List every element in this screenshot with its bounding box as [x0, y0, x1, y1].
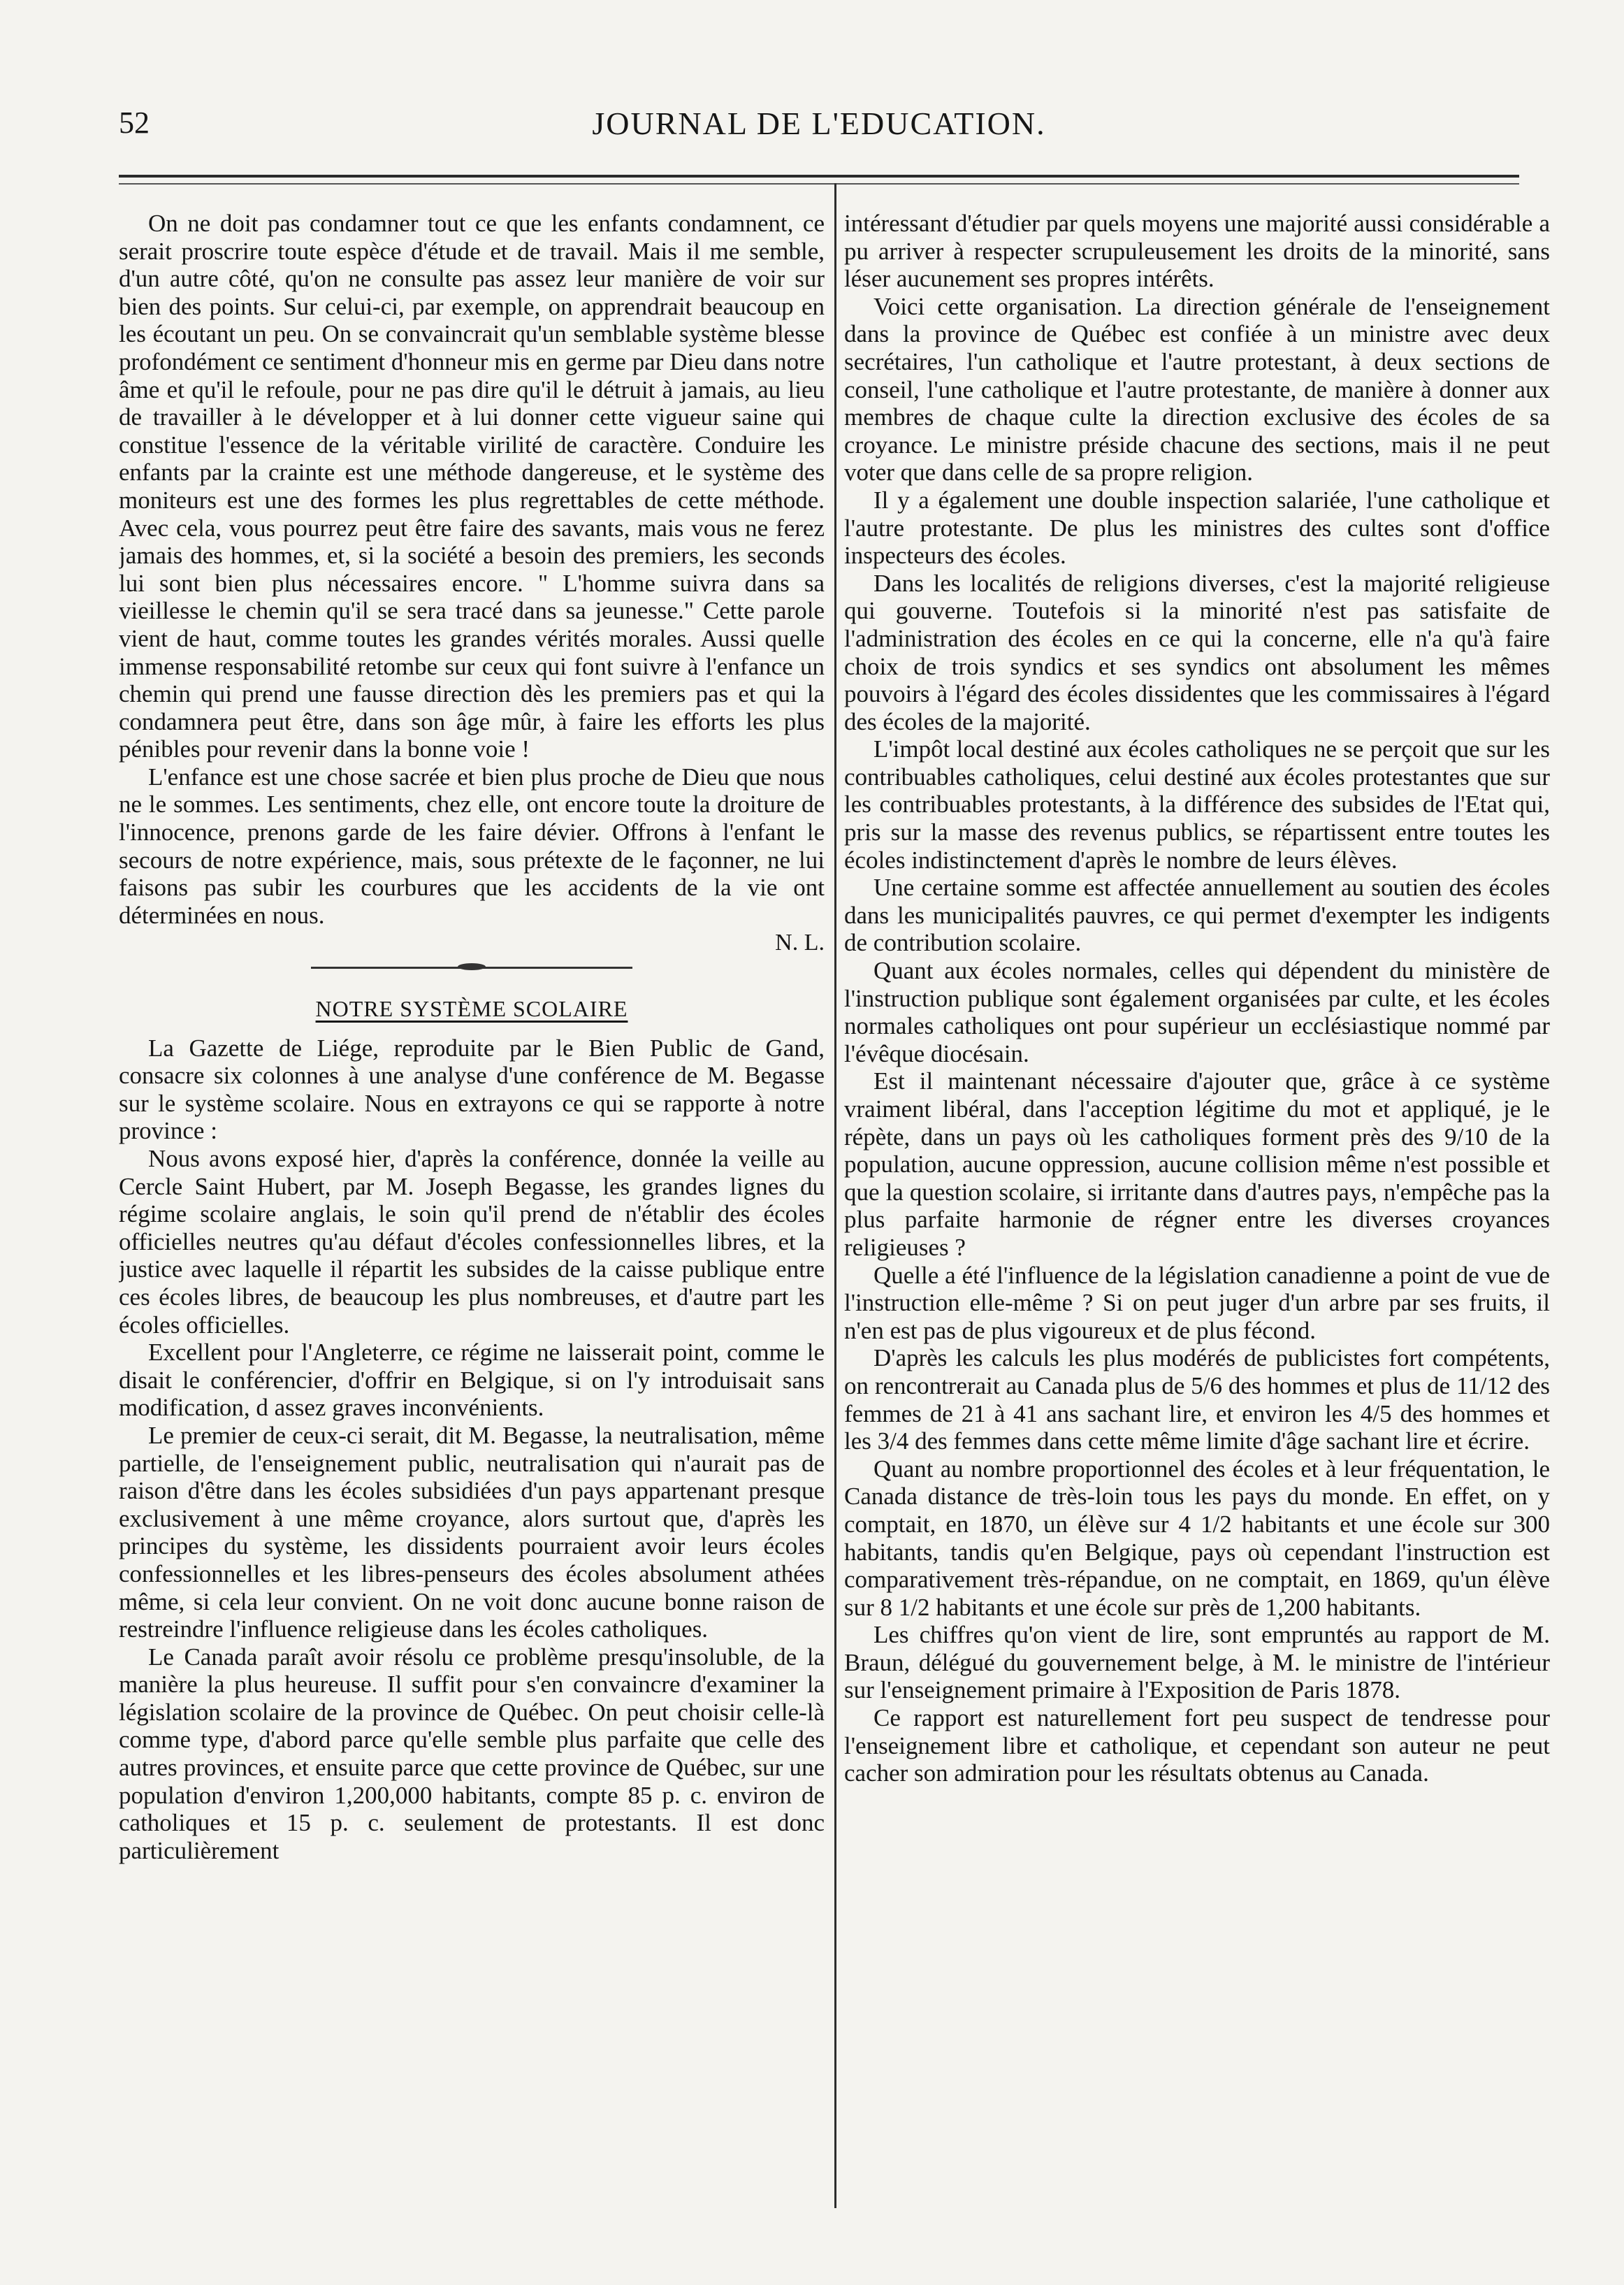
paragraph: Ce rapport est naturellement fort peu suspect de tendresse pour l'enseignement libre et catholique, et cependant son auteur ne peut cacher son admiration pour les résultats obtenus au Canada. [844, 1704, 1550, 1787]
paragraph: Excellent pour l'Angleterre, ce régime ne laisserait point, comme le disait le conférencier, d'offrir en Belgique, si on l'y introduisait sans modification, d assez graves inconvénients. [119, 1339, 825, 1422]
paragraph: La Gazette de Liége, reproduite par le Bien Public de Gand, consacre six colonnes à une analyse d'une conférence de M. Begasse sur le système scolaire. Nous en extrayons ce qui se rapporte à notre province : [119, 1034, 825, 1145]
paragraph: Dans les localités de religions diverses, c'est la majorité religieuse qui gouverne. Toutefois si la minorité n'est pas satisfaite de l'administration des écoles en ce qui la concerne, elle n'a qu'à faire choix de trois syndics et ses syndics ont absolument les mêmes pouvoirs à l'égard des écoles dissidentes que les commissaires à l'égard des écoles de la majorité. [844, 569, 1550, 735]
paragraph: Quant aux écoles normales, celles qui dépendent du ministère de l'instruction publique sont également organisées par culte, et les écoles normales catholiques ont pour supérieur un ecclésiastique nommé par l'évêque diocésain. [844, 957, 1550, 1067]
header-rule [119, 175, 1519, 185]
paragraph: Est il maintenant nécessaire d'ajouter que, grâce à ce système vraiment libéral, dans l'acception légitime du mot et appliqué, je le répète, dans un pays où les catholiques forment près des 9/10 de la population, aucune oppression, aucune collision même n'est possible et que la question scolaire, si irritante dans d'autres pays, n'empêche pas la plus parfaite harmonie de régner entre les diverses croyances religieuses ? [844, 1067, 1550, 1261]
section-ornament [311, 967, 632, 979]
paragraph: Le Canada paraît avoir résolu ce problème presqu'insoluble, de la manière la plus heureuse. Il suffit pour s'en convaincre d'examiner la législation scolaire de la province de Québec. On peut choisir celle-là comme type, d'abord parce qu'elle semble plus parfaite que celle des autres provinces, et ensuite parce que cette province de Québec, sur une population d'environ 1,200,000 habitants, compte 85 p. c. environ de catholiques et 15 p. c. seulement de protestants. Il est donc particulièrement [119, 1643, 825, 1864]
paragraph: Quelle a été l'influence de la législation canadienne a point de vue de l'instruction elle-même ? Si on peut juger d'un arbre par ses fruits, il n'en est pas de plus vigoureux et de plus fécond. [844, 1261, 1550, 1344]
paragraph: L'impôt local destiné aux écoles catholiques ne se perçoit que sur les contribuables catholiques, celui destiné aux écoles protestantes que sur les contribuables protestants, à la différence des subsides de l'Etat qui, pris sur la masse des revenus publics, se répartissent entre toutes les écoles indistinctement d'après le nombre de leurs élèves. [844, 735, 1550, 874]
right-column [844, 210, 1550, 2208]
paragraph: Quant au nombre proportionnel des écoles et à leur fréquentation, le Canada distance de très-loin tous les pays du monde. En effet, on y comptait, en 1870, un élève sur 4 1/2 habitants et une école sur 300 habitants, tandis qu'en Belgique, pays où cependant l'instruction est comparativement très-répandue, on ne comptait, en 1869, qu'un élève sur 8 1/2 habitants et une école sur près de 1,200 habitants. [844, 1455, 1550, 1621]
article-signature: N. L. [775, 930, 825, 956]
paragraph: L'enfance est une chose sacrée et bien plus proche de Dieu que nous ne le sommes. Les sentiments, chez elle, ont encore toute la droiture de l'innocence, prenons garde de les faire dévier. Offrons à l'enfant le secours de notre expérience, mais, sous prétexte de le façonner, ne lui faisons pas subir les courbures que les accidents de la vie ont déterminées en nous. [119, 763, 825, 929]
paragraph: On ne doit pas condamner tout ce que les enfants condamnent, ce serait proscrire toute espèce d'étude et de travail. Mais il me semble, d'un autre côté, qu'on ne consulte pas assez leur manière de voir sur bien des points. Sur celui-ci, par exemple, on apprendrait beaucoup en les écoutant un peu. On se convaincrait qu'un semblable système blesse profondément ce sentiment d'honneur mis en germe par Dieu dans notre âme et qu'il le refoule, pour ne pas dire qu'il le détruit à jamais, au lieu de travailler à le développer et à lui donner cette vigueur saine qui constitue l'essence de la véritable virilité de caractère. Conduire les enfants par la crainte est une méthode dangereuse, et le système des moniteurs est une des formes les plus regrettables de cette méthode. Avec cela, vous pourrez peut être faire des savants, mais vous ne ferez jamais des hommes, et, si la société a besoin des premiers, les seconds lui sont bien plus nécessaires encore. " L'homme suivra dans sa vieillesse le chemin qu'il se sera tracé dans sa jeunesse." Cette parole vient de haut, comme toutes les grandes vérités morales. Aussi quelle immense responsabilité retombe sur ceux qui font suivre à l'enfance un chemin qui prend une fausse direction dès les premiers pas et qui la condamnera peut être, dans son âge mûr, à faire les efforts les plus pénibles pour revenir dans la bonne voie ! [119, 210, 825, 763]
paragraph: Le premier de ceux-ci serait, dit M. Begasse, la neutralisation, même partielle, de l'enseignement public, neutralisation qui n'aurait pas de raison d'être dans les écoles subsidiées d'un pays appartenant presque exclusivement à une même croyance, alors surtout que, d'après les principes du système, les dissidents pourraient avoir leurs écoles confessionnelles et les libres-penseurs des écoles absolument athées même, si cela leur convient. On ne voit donc aucune bonne raison de restreindre l'influence religieuse dans les écoles catholiques. [119, 1421, 825, 1643]
paragraph: Une certaine somme est affectée annuellement au soutien des écoles dans les municipalités pauvres, ce qui permet d'exempter les indigents de contribution scolaire. [844, 874, 1550, 957]
page-number: 52 [119, 106, 150, 140]
paragraph: D'après les calculs les plus modérés de publicistes fort compétents, on rencontrerait au Canada plus de 5/6 des hommes et plus de 11/12 des femmes de 21 à 41 ans sachant lire, et environ les 4/5 des hommes et les 3/4 des femmes dans cette même limite d'âge sachant lire et écrire. [844, 1344, 1550, 1455]
paragraph: Voici cette organisation. La direction générale de l'enseignement dans la province de Québec est confiée à un ministre avec deux secrétaires, l'un catholique et l'autre protestant, à deux sections de conseil, l'une catholique et l'autre protestante, de manière à donner aux membres de chaque culte la direction exclusive des écoles de sa croyance. Le ministre préside chacune des sections, mais il ne peut voter que dans celle de sa propre religion. [844, 292, 1550, 486]
paragraph: Il y a également une double inspection salariée, l'une catholique et l'autre protestante. De plus les ministres des cultes sont d'office inspecteurs des écoles. [844, 486, 1550, 570]
page-header [119, 105, 1519, 147]
paragraph: intéressant d'étudier par quels moyens une majorité aussi considérable a pu arriver à respecter scrupuleusement les droits de la minorité, sans léser aucunement ses propres intérêts. [844, 210, 1550, 293]
paragraph: Les chiffres qu'on vient de lire, sont empruntés au rapport de M. Braun, délégué du gouvernement belge, à M. le ministre de l'intérieur sur l'enseignement primaire à l'Exposition de Paris 1878. [844, 1621, 1550, 1704]
section-title: NOTRE SYSTÈME SCOLAIRE [315, 996, 628, 1022]
column-divider [834, 183, 836, 2208]
paragraph: Nous avons exposé hier, d'après la conférence, donnée la veille au Cercle Saint Hubert, par M. Joseph Begasse, les grandes lignes du régime scolaire anglais, le soin qu'il prend de n'établir des écoles officielles neutres qu'au défaut d'écoles confessionnelles libres, et la justice avec laquelle il répartit les subsides de la caisse publique entre ces écoles libres, de beaucoup les plus nombreuses, et d'autre part les écoles officielles. [119, 1145, 825, 1339]
left-column [119, 210, 825, 2208]
journal-title: JOURNAL DE L'EDUCATION. [592, 106, 1046, 141]
